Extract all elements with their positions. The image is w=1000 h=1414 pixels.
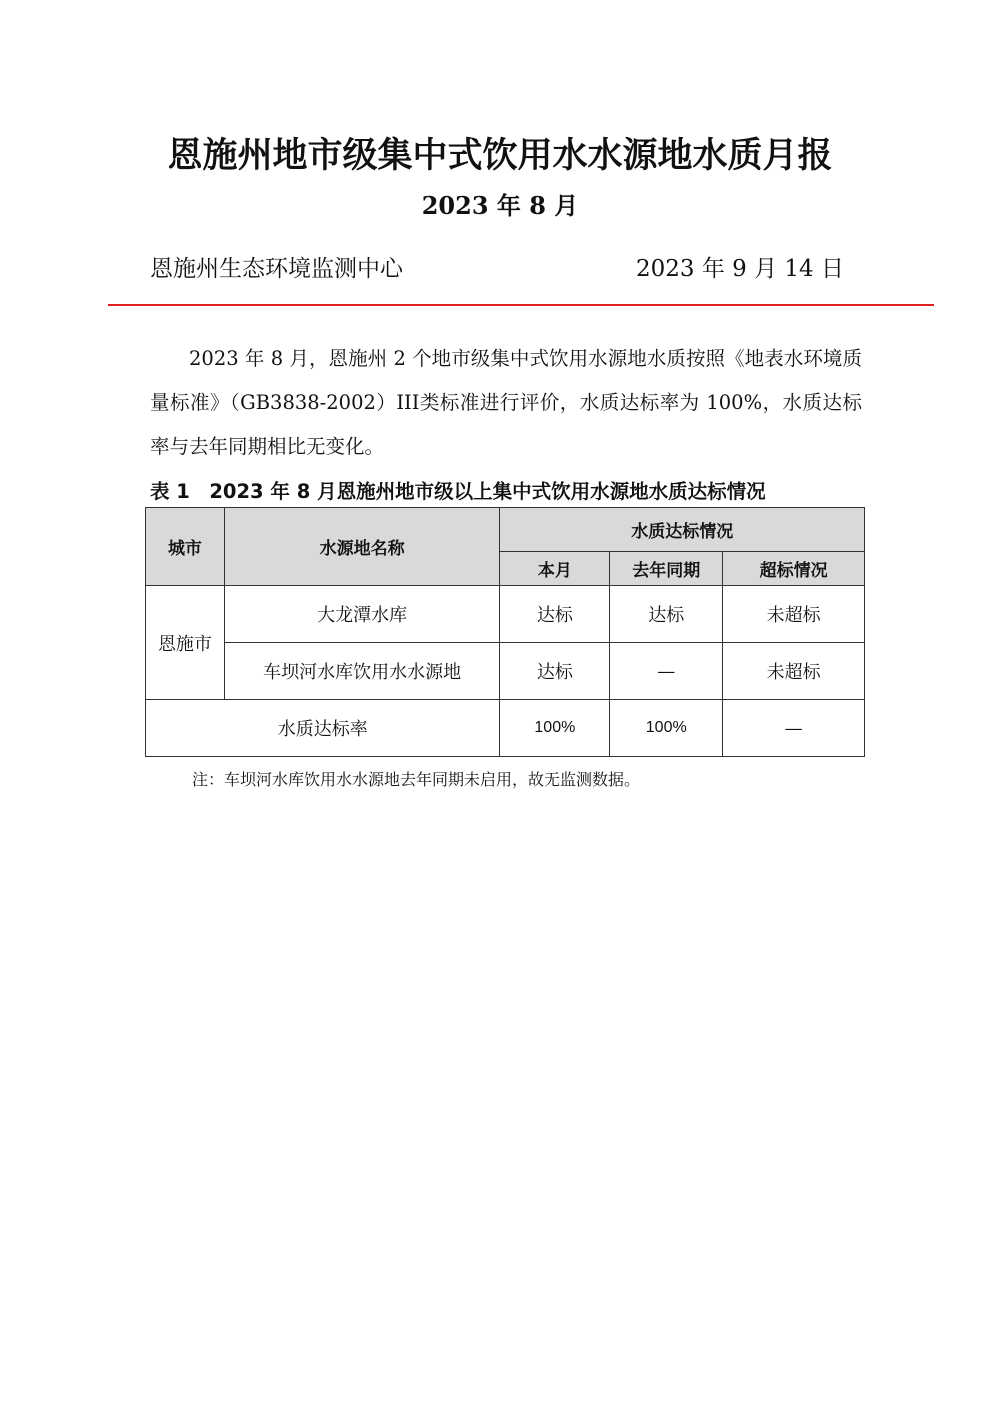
- summary-paragraph: 2023 年 8 月，恩施州 2 个地市级集中式饮用水源地水质按照《地表水环境质量标准》（GB3838-2002）III类标准进行评价，水质达标率为 100%，水质达标率与去年同期相比无变化。: [150, 347, 862, 458]
- summary-this-month: 100%: [500, 700, 610, 757]
- summary-label: 水质达标率: [146, 700, 500, 757]
- last-year-cell: 达标: [610, 586, 723, 643]
- header-city: 城市: [146, 508, 225, 586]
- last-year-cell: —: [610, 643, 723, 700]
- summary-last-year: 100%: [610, 700, 723, 757]
- issuing-organization: 恩施州生态环境监测中心: [150, 256, 403, 282]
- table-row: [146, 586, 865, 643]
- summary-row: [146, 700, 865, 757]
- header-this-month: 本月: [500, 552, 610, 586]
- table-note: 注：车坝河水库饮用水水源地去年同期未启用，故无监测数据。: [192, 770, 641, 789]
- city-cell: 恩施市: [146, 586, 225, 700]
- header-divider: [108, 304, 934, 306]
- header-compliance: 水质达标情况: [500, 508, 865, 552]
- header-last-year: 去年同期: [610, 552, 723, 586]
- summary-exceedance: —: [723, 700, 865, 757]
- exceedance-cell: 未超标: [723, 643, 865, 700]
- source-name-cell: 车坝河水库饮用水水源地: [224, 643, 500, 700]
- header-exceedance: 超标情况: [723, 552, 865, 586]
- this-month-cell: 达标: [500, 586, 610, 643]
- report-title: 恩施州地市级集中式饮用水水源地水质月报: [167, 136, 833, 176]
- table-caption: 表 1 2023 年 8 月恩施州地市级以上集中式饮用水源地水质达标情况: [150, 480, 766, 503]
- water-quality-table: [145, 507, 865, 757]
- issue-date: 2023 年 9 月 14 日: [636, 256, 844, 282]
- exceedance-cell: 未超标: [723, 586, 865, 643]
- this-month-cell: 达标: [500, 643, 610, 700]
- header-source-name: 水源地名称: [224, 508, 500, 586]
- source-name-cell: 大龙潭水库: [224, 586, 500, 643]
- table-row: [146, 643, 865, 700]
- report-period: 2023 年 8 月: [421, 191, 579, 220]
